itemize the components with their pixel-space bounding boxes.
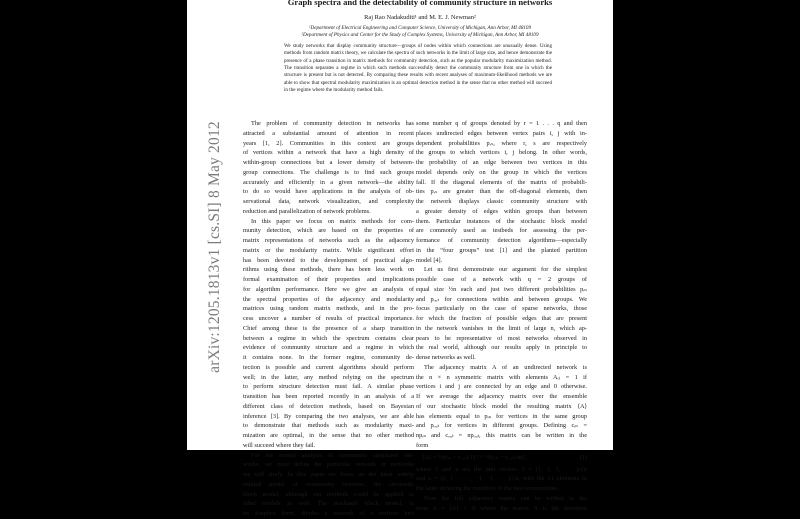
text-line: in the “four groups” test [1] and the planted partition xyxy=(416,246,587,254)
text-line: attracted a substantial amount of attention in recent xyxy=(243,129,414,137)
text-line: places undirected edges between vertex pairs i, j with in- xyxy=(416,129,587,137)
text-line: a greater density of edges within groups than between xyxy=(416,207,587,215)
text-line: studied model of community structure, the stochastic xyxy=(243,480,414,488)
text-line: Let us first demonstrate our argument for the simplest xyxy=(424,266,587,274)
text-line: accurately and efficiently in a given network—the ability xyxy=(243,178,414,186)
text-line: and pₒᵤₜ for connections within and between groups. We xyxy=(416,295,587,303)
text-line: well; in the latter, any method relying on the spectrum xyxy=(243,373,414,381)
text-line: matrices using random matrix methods, and in the pro- xyxy=(243,305,414,313)
text-line: cess uncover a number of results of practical importance. xyxy=(243,315,414,322)
text-line: equal size ½n each and just two different probabilities pᵢₙ xyxy=(416,285,587,293)
text-line: matrix representations of networks such as the adjacency xyxy=(243,237,414,244)
text-line: the n × n symmetric matrix with elements Aᵢⱼ = 1 if xyxy=(416,373,587,381)
text-line: The problem of community detection in networks has xyxy=(251,120,414,127)
affiliations xyxy=(235,25,605,39)
text-line: npᵢₙ and cₒᵤₜ = npₒᵤₜ, this matrix can be written in the xyxy=(416,432,587,439)
text-line: has been devoted to the development of practical algo- xyxy=(243,256,414,264)
text-line: fall. If the diagonal elements of the matrix of probabili- xyxy=(416,178,587,186)
text-line: the latter denoting the members of the two communities. xyxy=(416,485,559,492)
text-line: to perform structure detection must fail. A similar phase xyxy=(243,383,414,391)
text-line: Now the full adjacency matrix can be written in the xyxy=(424,494,587,502)
text-line: Chief among these is the presence of a sharp transition xyxy=(243,324,414,332)
text-line: and pₒᵤₜ for vertices in different groups. Defining cᵢₙ = xyxy=(416,422,587,430)
affiliation-2: ²Department of Physics and Center for the Study of Complex Systems, University of Michigan, Ann Arbor, MI 48109 xyxy=(301,32,539,38)
text-line: tection is possible and current algorithms should perform xyxy=(243,363,414,371)
arxiv-stamp xyxy=(196,62,234,432)
text-line: the groups to which vertices i, j belong. In other words, xyxy=(416,149,587,157)
text-line: dependent probabilities pᵣₛ, where r, s are respectively xyxy=(416,139,587,147)
text-line: vertices i and j are connected by an edge and 0 otherwise. xyxy=(416,383,587,391)
text-line: between a regime in which the spectrum contains clear xyxy=(243,334,414,342)
paper-title: Graph spectra and the detectability of community structure in networks xyxy=(287,0,553,7)
text-line: rithms using these methods, there has been less work on xyxy=(243,266,414,274)
text-line: we will study. In this paper we focus on the most widely xyxy=(243,471,414,478)
text-line: are commonly used as testbeds for assessing the per- xyxy=(416,227,587,235)
text-line: In this paper we focus on matrix methods for com- xyxy=(251,217,414,225)
equation-number: (1) xyxy=(579,453,587,461)
text-line: where 1 and u are the unit vectors 1 = (1, 1, 1, . . .)/√n xyxy=(416,465,587,473)
text-line: dense networks as well. xyxy=(416,354,476,361)
text-line: form A = ⟨A⟩ + X where the matrix X is the deviation xyxy=(416,504,587,512)
text-line: and u = (1, 1, . . . , −1, −1, . . .)/√n, with the ±1 elements in xyxy=(416,475,587,483)
text-line: to demonstrate that methods such as modularity maxi- xyxy=(243,422,414,430)
left-column xyxy=(243,119,414,517)
text-line: block model, although our methods could be applied to xyxy=(243,490,414,498)
affiliation-1: ¹Department of Electrical Engineering and Computer Science, University of Michigan, Ann Arbor, MI 48109 xyxy=(308,25,532,31)
arxiv-stamp-text: arXiv:1205.1813v1 [cs.SI] 8 May 2012 xyxy=(206,121,224,373)
text-line: possible case of a network with q = 2 groups of xyxy=(416,276,587,283)
text-line: works, we must define the particular network or networks xyxy=(243,461,414,469)
text-line: some number q of groups denoted by r = 1 . . . q and then xyxy=(416,120,587,127)
text-line: formance of community detection algorithms—especially xyxy=(416,237,587,244)
text-line: matrix or the modularity matrix. While significant effort xyxy=(243,246,414,254)
text-line: servational data, network visualization, and complexity xyxy=(243,198,414,205)
abstract: We study networks that display community structure—groups of nodes within which connections are unusually dense. Using methods from random matrix theory, we calculate the spectra of such networks in the limit of large size, and hence demonstrate the presence of a phase transition in matrix methods for community detection, such as the popular modularity maximization method. The transition separates a regime in which such methods successfully detect the community structure from one in which the structure is present but is not detected. By comparing these results with recent analyses of maximum-likelihood methods we are able to show that spectral modularity maximization is an optimal detection method in the sense that no other method will succeed in the regime where the modularity method fails. xyxy=(284,43,552,94)
text-line: other models as well. The stochastic block model, in xyxy=(243,500,414,508)
equation-text: ⟨A⟩ = ½(cᵢₙ + cₒᵤₜ) 11ᵀ + ½(cᵢₙ − cₒᵤₜ) uuᵀ, xyxy=(422,453,528,461)
text-line: it contains none. In the former regime, community de- xyxy=(243,354,414,361)
text-line: of our stochastic block model the resulting matrix ⟨A⟩ xyxy=(416,402,587,410)
text-line: for algorithm performance. Here we give an analysis of xyxy=(243,285,414,293)
text-line: inference [3]. By comparing the two analyses, we are able xyxy=(243,412,414,420)
text-line: model [4]. xyxy=(416,256,443,264)
text-line: within-group connections but a lower density of between- xyxy=(243,159,414,166)
text-line: its simplest form, divides a network of n vertices into xyxy=(243,510,414,517)
text-line: ties pᵣₛ are greater than the off-diagonal elements, then xyxy=(416,188,587,196)
text-line: has elements equal to pᵢₙ for vertices in the same group xyxy=(416,412,587,420)
text-line: the real world, although our results apply in principle to xyxy=(416,344,587,352)
text-line: the probability of an edge between two vertices in this xyxy=(416,159,587,166)
text-line: form xyxy=(416,441,429,449)
text-line: For the formal analysis of community structured net- xyxy=(251,451,414,459)
text-line: reduction and parallelization of network problems. xyxy=(243,207,371,215)
text-line: If we average the adjacency matrix over the ensemble xyxy=(416,393,587,400)
text-line: the network displays classic community structure with xyxy=(416,198,587,205)
text-line: group connections. The challenge is to find such groups xyxy=(243,168,414,176)
text-line: of vertices within a network that have a high density of xyxy=(243,149,414,157)
text-line: pears to be representative of most networks observed in xyxy=(416,334,587,342)
text-line: the spectral properties of the adjacency and modularity xyxy=(243,295,414,303)
text-line: evidence of community structure and a regime in which xyxy=(243,344,414,352)
text-line: munity detection, which are based on the properties of xyxy=(243,227,414,235)
text-line: them. Particular instances of the stochastic block model xyxy=(416,217,587,225)
text-line: formal examination of their properties and implications xyxy=(243,276,414,283)
paper-authors: Raj Rao Nadakuditi¹ and M. E. J. Newman² xyxy=(364,14,476,21)
text-line: for which the fraction of possible edges that are present xyxy=(416,315,587,322)
text-line: years [1, 2]. Communities in this context are groups xyxy=(243,139,414,147)
text-line: focus particularly on the case of sparse networks, those xyxy=(416,305,587,313)
right-column xyxy=(416,119,587,512)
text-line: mization are optimal, in the sense that no other method xyxy=(243,432,414,439)
text-line: in the network vanishes in the limit of large n, which ap- xyxy=(416,324,587,332)
text-line: model depends only on the group in which the vertices xyxy=(416,168,587,176)
text-line: The adjacency matrix A of an undirected network is xyxy=(424,363,587,371)
equation-1 xyxy=(416,451,587,465)
text-line: will succeed where they fail. xyxy=(243,441,316,449)
text-line: transition has been reported recently in an analysis of a xyxy=(243,393,414,400)
text-line: to do so would have applications in the analysis of ob- xyxy=(243,188,414,196)
text-line: different class of detection methods, based on Bayesian xyxy=(243,402,414,410)
